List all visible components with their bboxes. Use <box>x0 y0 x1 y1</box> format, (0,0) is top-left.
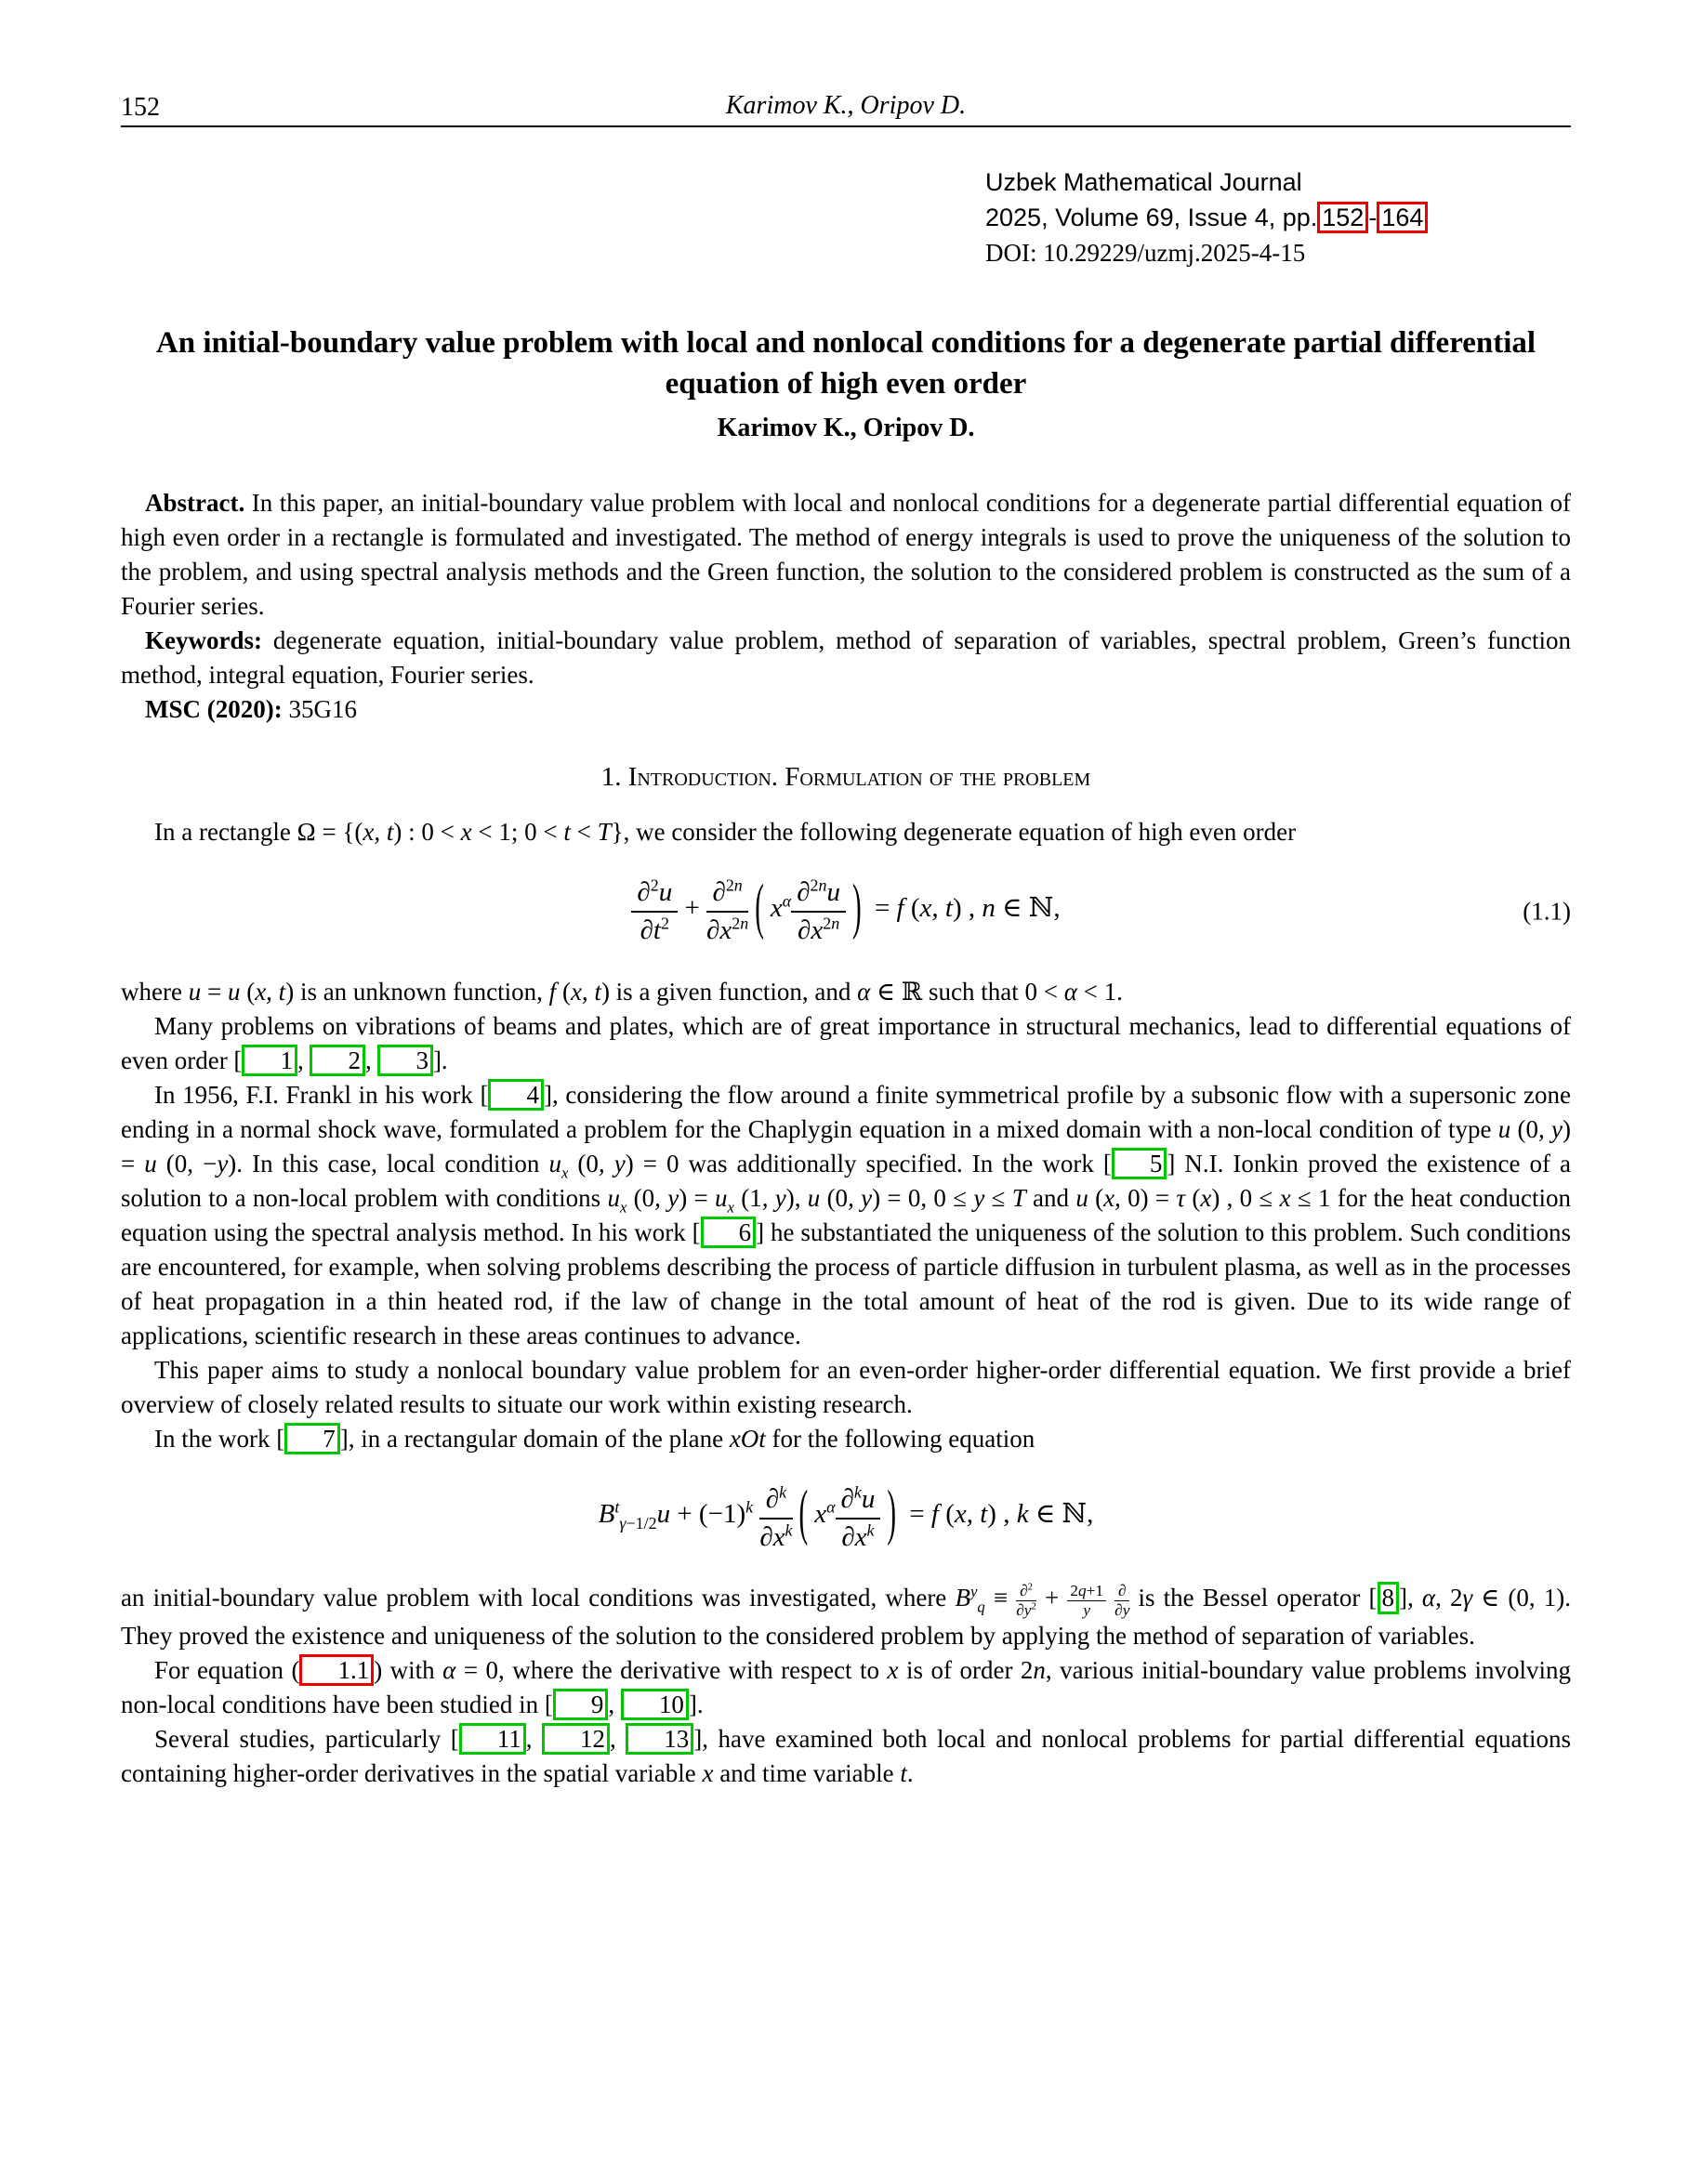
journal-issue-line: 2025, Volume 69, Issue 4, pp. 152 - 164 <box>985 200 1571 235</box>
running-authors: Karimov K., Oripov D. <box>725 91 967 120</box>
paragraph-work7: In the work [ 7 ], in a rectangular domain of the plane xOt for the following equation <box>121 1422 1571 1456</box>
equation-1-1 <box>121 873 1571 947</box>
paragraph-frankl: In 1956, F.I. Frankl in his work [ 4 ], considering the flow around a finite symmetrical profile by a subsonic flow with a supersonic zone ending in a normal shock wave, formulated a problem for the Chaplygin equation in a mixed domain with a non-local condition of type u (0, y) = u (0, −y). In this case, local condition $u_x$ (0, y) = 0 was additionally specified. In the work [ 5 ] N.I. Ionkin proved the existence of a solution to a non-local problem with conditions $u_x$ (0, $y) = u_x$ (1, y), u (0, y) = 0, 0 ≤ y ≤ T and u (x, 0) = τ (x) , 0 ≤ x ≤ 1 for the heat conduction equation using the spectral analysis method. In his work [ 6 ] he substantiated the uniqueness of the solution to this problem. Such conditions are encountered, for example, when solving problems describing the process of particle diffusion in turbulent plasma, as well as in the processes of heat propagation in a thin heated rod, if the law of change in the total amount of heat of the rod is given. Due to its wide range of applications, scientific research in these areas continues to advance. <box>121 1080 1572 1349</box>
citation-link[interactable]: 2 <box>310 1045 365 1076</box>
citation-link[interactable]: 3 <box>377 1045 433 1076</box>
citation-link[interactable]: 12 <box>542 1723 610 1755</box>
citation-link[interactable]: 5 <box>1112 1148 1167 1179</box>
paragraph-aims: This paper aims to study a nonlocal boundary value problem for an even-order higher-order differential equation. We first provide a brief overview of closely related results to situate our work within existing research. <box>121 1355 1571 1418</box>
msc-line: MSC (2020): 35G16 <box>145 695 357 723</box>
citation-link[interactable]: 4 <box>488 1079 544 1111</box>
journal-doi: DOI: 10.29229/uzmj.2025-4-15 <box>985 239 1306 267</box>
citation-link[interactable]: 9 <box>553 1689 609 1720</box>
paper-title: An initial-boundary value problem with local and nonlocal conditions for a degenerate partial differential equation of high even order <box>155 326 1536 401</box>
citation-link[interactable]: 11 <box>459 1723 526 1755</box>
running-header <box>121 0 1571 127</box>
page-content <box>121 0 1571 1791</box>
equation-1-1-body: $\frac{\partial^2u}{\partial t^2}$ + $\frac{\partial^{2n}}{\partial x^{2n}}$ ( $x^\alpha$ $\frac{\partial^{2n}u}{\partial x^{2n}}$ ) = f (x, t) , n ∈ ℕ, <box>631 893 1060 923</box>
paragraph-where: where u = u (x, t) is an unknown function, f (x, t) is a given function, and α ∈ ℝ such that 0 < α < 1. <box>121 977 1123 1006</box>
journal-name: Uzbek Mathematical Journal <box>985 168 1302 196</box>
big-parenthesis: ( <box>755 873 764 941</box>
equation-1-1-number: (1.1) <box>1523 897 1571 926</box>
abstract: Abstract. In this paper, an initial-boundary value problem with local and nonlocal conditions for a degenerate partial differential equation of high even order in a rectangle is formulated and investigated. The method of energy integrals is used to prove the uniqueness of the solution to the problem, and using spectral analysis methods and the Green function, the solution to the considered problem is constructed as the sum of a Fourier series. <box>121 489 1571 620</box>
authors-line: Karimov K., Oripov D. <box>717 414 975 442</box>
reference-link[interactable]: 152 <box>1317 202 1368 233</box>
citation-link[interactable]: 6 <box>701 1217 757 1248</box>
citation-link[interactable]: 13 <box>626 1723 693 1755</box>
big-parenthesis: ( <box>798 1479 809 1548</box>
citation-link[interactable]: 7 <box>284 1423 340 1454</box>
journal-info <box>985 164 1571 270</box>
citation-link[interactable]: 10 <box>621 1689 689 1720</box>
paragraph-several-studies: Several studies, particularly [ 11 , 12 , 13 ], have examined both local and nonlocal problems for partial differential equations containing higher-order derivatives in the spatial variable x and time variable t. <box>121 1725 1571 1788</box>
paragraph-many-problems: Many problems on vibrations of beams and plates, which are of great importance in structural mechanics, lead to differential equations of even order [ 1 , 2 , 3 ]. <box>121 1009 1571 1078</box>
big-parenthesis: ) <box>852 873 862 941</box>
reference-link[interactable]: 164 <box>1377 202 1428 233</box>
equation-bessel <box>121 1479 1571 1554</box>
big-parenthesis: ) <box>887 1479 897 1548</box>
citation-link[interactable]: 8 <box>1378 1582 1400 1613</box>
section-heading: 1. Introduction. Formulation of the problem <box>600 762 1091 792</box>
paragraph-intro: In a rectangle Ω = {(x, t) : 0 < x < 1; 0 < t < T}, we consider the following degenerate equation of high even order <box>154 818 1297 846</box>
paragraph-for-equation: For equation ( 1.1 ) with α = 0, where the derivative with respect to x is of order 2n, various initial-boundary value problems involving non-local conditions have been studied in [ 9 , 10 ]. <box>121 1653 1571 1722</box>
paragraph-bessel-operator: an initial-boundary value problem with local conditions was investigated, where $B^y_q$ ≡ $\frac{\partial^2}{\partial y^2}$ + $\frac{2q+1}{y}$ $\frac{\partial}{\partial y}$ is the Bessel operator [ 8 ], α, 2γ ∈ (0, 1). They proved the existence and uniqueness of the solution to the considered problem by applying the method of separation of variables. <box>121 1580 1572 1651</box>
citation-link[interactable]: 1 <box>242 1045 297 1076</box>
keywords: Keywords: degenerate equation, initial-boundary value problem, method of separation of variables, spectral problem, Green’s function method, integral equation, Fourier series. <box>121 626 1571 689</box>
reference-link[interactable]: 1.1 <box>299 1654 374 1686</box>
equation-bessel-body: $B^t_{\gamma-1/2}u + (-1)^k$ $\frac{\partial^k}{\partial x^k}$ ( $x^\alpha$ $\frac{\partial^ku}{\partial x^k}$ ) = f (x, t) , k ∈ ℕ, <box>598 1479 1094 1553</box>
page-number: 152 <box>121 93 160 122</box>
